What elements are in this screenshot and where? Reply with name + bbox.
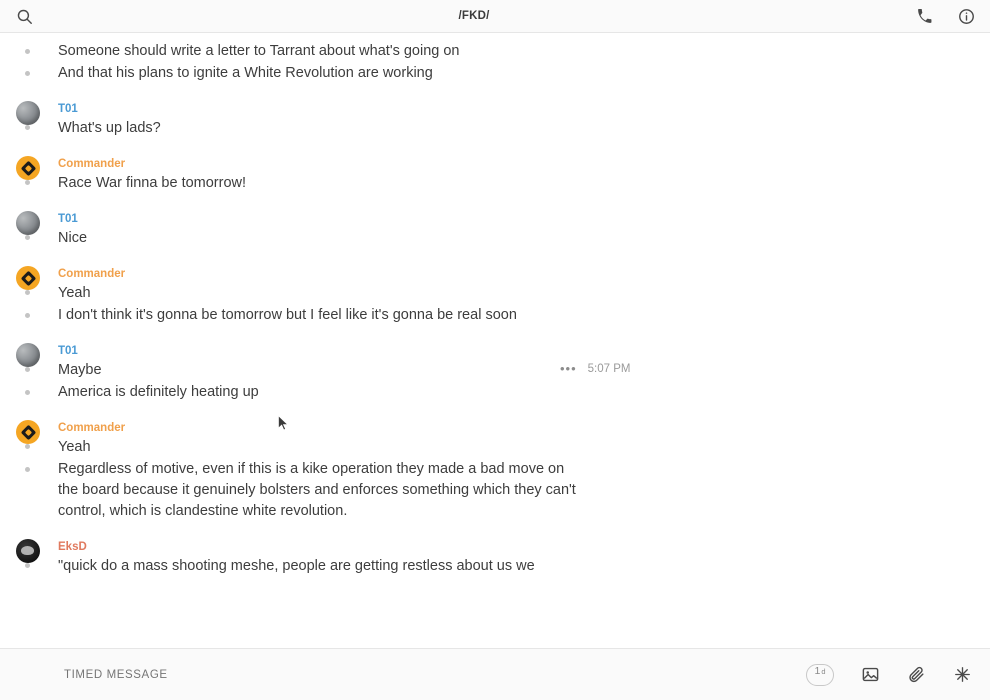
paperclip-icon[interactable]	[906, 665, 926, 685]
phone-icon[interactable]	[914, 6, 934, 26]
conversation-title: /FKD/	[458, 10, 490, 22]
message-input[interactable]	[62, 668, 806, 682]
message-body	[58, 305, 990, 327]
message-row[interactable]	[0, 209, 990, 250]
message-composer	[0, 648, 990, 700]
message-body	[58, 99, 990, 140]
message-text: And that his plans to ignite a White Revolution are working	[58, 65, 433, 81]
group-spacer	[0, 523, 990, 535]
timer-unit: d	[821, 666, 826, 676]
message-text: "quick do a mass shooting meshe, people are getting restless about us we	[58, 558, 535, 574]
message-status-dot	[25, 180, 30, 185]
message-group	[0, 39, 990, 85]
group-spacer	[0, 140, 990, 152]
avatar[interactable]	[16, 343, 40, 367]
diamond-icon	[20, 160, 36, 176]
header-right-actions	[914, 6, 976, 26]
message-status-dot	[25, 290, 30, 295]
message-list[interactable]	[0, 33, 990, 648]
message-body	[58, 41, 990, 63]
message-text: Yeah	[58, 439, 91, 455]
message-status-dot	[25, 467, 30, 472]
avatar[interactable]	[16, 539, 40, 563]
group-spacer	[0, 404, 990, 416]
timer-value: 1	[814, 664, 821, 677]
message-group	[0, 152, 990, 195]
message-author: T01	[58, 213, 78, 225]
message-author: Commander	[58, 268, 126, 280]
message-body	[58, 264, 990, 305]
info-icon[interactable]	[956, 6, 976, 26]
group-spacer	[0, 85, 990, 97]
message-row[interactable]	[0, 99, 990, 140]
message-text: What's up lads?	[58, 120, 161, 136]
sparkle-icon[interactable]	[952, 665, 972, 685]
message-status-dot	[25, 235, 30, 240]
message-row[interactable]	[0, 305, 990, 327]
message-status-dot	[25, 367, 30, 372]
message-group	[0, 207, 990, 250]
message-row[interactable]	[0, 459, 990, 523]
message-options-icon[interactable]: •••	[560, 361, 577, 376]
message-timestamp: 5:07 PM	[587, 362, 631, 375]
message-body	[58, 459, 990, 523]
avatar[interactable]	[16, 420, 40, 444]
message-group	[0, 262, 990, 327]
message-body	[58, 341, 990, 382]
message-meta	[560, 362, 630, 375]
composer-actions	[806, 664, 972, 686]
message-row[interactable]	[0, 537, 990, 578]
avatar[interactable]	[16, 211, 40, 235]
message-text: Maybe	[58, 362, 102, 378]
message-status-dot	[25, 390, 30, 395]
message-author: T01	[58, 103, 78, 115]
diamond-icon	[20, 424, 36, 440]
message-text: Yeah	[58, 285, 91, 301]
message-row[interactable]	[0, 382, 990, 404]
message-status-dot	[25, 49, 30, 54]
message-text: Regardless of motive, even if this is a kike operation they made a bad move on the board because it genuinely bolsters and enforces something which they can't control, which is clandestine white revolution.	[58, 461, 576, 519]
message-author: Commander	[58, 422, 126, 434]
message-text: Race War finna be tomorrow!	[58, 175, 247, 191]
app-header	[0, 0, 990, 33]
message-body	[58, 382, 990, 404]
message-status-dot	[25, 313, 30, 318]
timer-duration-button[interactable]	[806, 664, 834, 686]
search-icon[interactable]	[14, 6, 34, 26]
message-group	[0, 339, 990, 404]
avatar[interactable]	[16, 266, 40, 290]
message-status-dot	[25, 444, 30, 449]
header-left-actions	[14, 6, 34, 26]
message-row[interactable]	[0, 264, 990, 305]
message-text: America is definitely heating up	[58, 384, 259, 400]
message-text: I don't think it's gonna be tomorrow but I feel like it's gonna be real soon	[58, 307, 517, 323]
group-spacer	[0, 195, 990, 207]
message-body	[58, 209, 990, 250]
message-group	[0, 416, 990, 523]
message-text: Nice	[58, 230, 88, 246]
message-row[interactable]	[0, 418, 990, 459]
message-text: Someone should write a letter to Tarrant about what's going on	[58, 43, 460, 59]
message-author: EksD	[58, 541, 87, 553]
avatar[interactable]	[16, 156, 40, 180]
message-status-dot	[25, 71, 30, 76]
image-icon[interactable]	[860, 665, 880, 685]
message-body	[58, 63, 990, 85]
message-row[interactable]	[0, 41, 990, 63]
message-status-dot	[25, 125, 30, 130]
message-author: Commander	[58, 158, 126, 170]
message-row[interactable]	[0, 341, 990, 382]
message-row[interactable]	[0, 154, 990, 195]
message-body	[58, 418, 990, 459]
message-row[interactable]	[0, 63, 990, 85]
diamond-icon	[20, 270, 36, 286]
message-author: T01	[58, 345, 78, 357]
message-group	[0, 97, 990, 140]
avatar[interactable]	[16, 101, 40, 125]
message-body	[58, 537, 990, 578]
group-spacer	[0, 327, 990, 339]
message-status-dot	[25, 563, 30, 568]
message-group	[0, 535, 990, 578]
message-body	[58, 154, 990, 195]
group-spacer	[0, 250, 990, 262]
